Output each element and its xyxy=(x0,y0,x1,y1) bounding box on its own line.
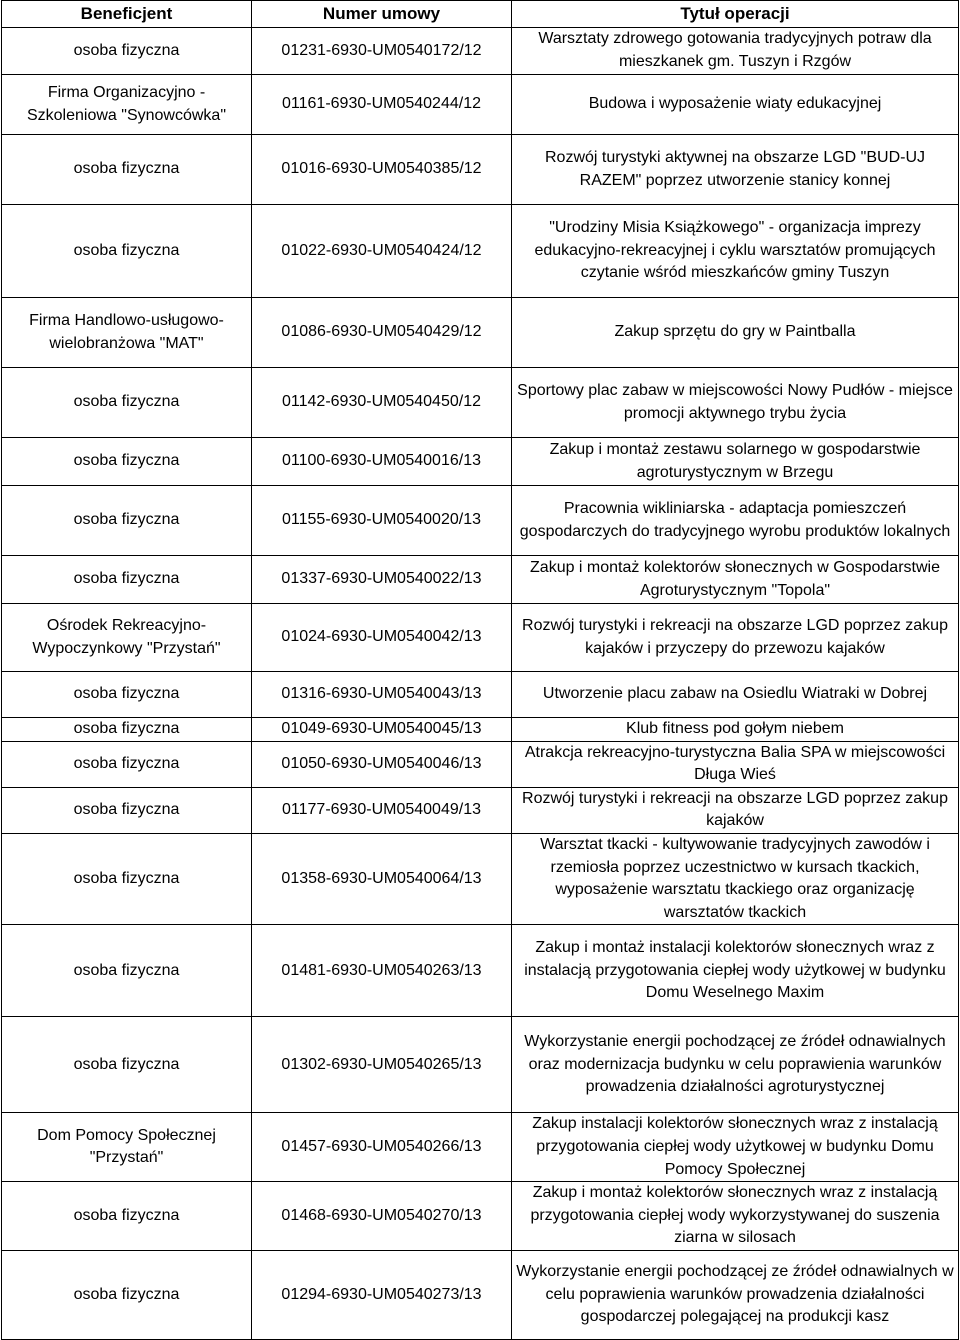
contract-number-cell: 01316-6930-UM0540043/13 xyxy=(252,672,512,718)
beneficiary-cell: osoba fizyczna xyxy=(2,28,252,75)
beneficiary-cell: osoba fizyczna xyxy=(2,787,252,833)
operation-title-cell: Zakup instalacji kolektorów słonecznych wraz z instalacją przygotowania ciepłej wody użytkowej w budynku Domu Pomocy Społecznej xyxy=(512,1113,959,1182)
beneficiary-cell: osoba fizyczna xyxy=(2,925,252,1017)
contract-number-cell: 01155-6930-UM0540020/13 xyxy=(252,486,512,556)
table-row xyxy=(2,368,959,438)
contract-number-cell: 01457-6930-UM0540266/13 xyxy=(252,1113,512,1182)
beneficiary-cell: Ośrodek Rekreacyjno-Wypoczynkowy "Przystań" xyxy=(2,604,252,672)
beneficiary-cell: osoba fizyczna xyxy=(2,438,252,486)
table-row xyxy=(2,672,959,718)
contract-number-cell: 01294-6930-UM0540273/13 xyxy=(252,1250,512,1339)
operation-title-cell: Rozwój turystyki aktywnej na obszarze LGD "BUD-UJ RAZEM" poprzez utworzenie stanicy konnej xyxy=(512,135,959,205)
operation-title-cell: Budowa i wyposażenie wiaty edukacyjnej xyxy=(512,75,959,135)
operation-title-cell: Zakup i montaż zestawu solarnego w gospodarstwie agroturystycznym w Brzegu xyxy=(512,438,959,486)
operation-title-cell: Zakup i montaż instalacji kolektorów słonecznych wraz z instalacją przygotowania ciepłej wody użytkowej w budynku Domu Weselnego Maxim xyxy=(512,925,959,1017)
beneficiary-cell: osoba fizyczna xyxy=(2,556,252,604)
table-row xyxy=(2,486,959,556)
table-row xyxy=(2,741,959,787)
contract-number-cell: 01142-6930-UM0540450/12 xyxy=(252,368,512,438)
contract-number-cell: 01050-6930-UM0540046/13 xyxy=(252,741,512,787)
beneficiary-cell: Dom Pomocy Społecznej "Przystań" xyxy=(2,1113,252,1182)
table-row xyxy=(2,556,959,604)
table-row xyxy=(2,205,959,298)
contract-number-cell: 01086-6930-UM0540429/12 xyxy=(252,298,512,368)
table-row xyxy=(2,925,959,1017)
contract-number-cell: 01468-6930-UM0540270/13 xyxy=(252,1182,512,1251)
operation-title-cell: Wykorzystanie energii pochodzącej ze źródeł odnawialnych w celu poprawienia warunków prowadzenia działalności gospodarczej polegającej na produkcji kasz xyxy=(512,1250,959,1339)
operation-title-cell: Klub fitness pod gołym niebem xyxy=(512,718,959,742)
contract-number-cell: 01049-6930-UM0540045/13 xyxy=(252,718,512,742)
contract-number-cell: 01358-6930-UM0540064/13 xyxy=(252,833,512,924)
operation-title-cell: Rozwój turystyki i rekreacji na obszarze LGD poprzez zakup kajaków i przyczepy do przewozu kajaków xyxy=(512,604,959,672)
contract-number-cell: 01302-6930-UM0540265/13 xyxy=(252,1017,512,1113)
beneficiary-cell: osoba fizyczna xyxy=(2,1182,252,1251)
table-row xyxy=(2,135,959,205)
contract-number-cell: 01337-6930-UM0540022/13 xyxy=(252,556,512,604)
contract-number-cell: 01177-6930-UM0540049/13 xyxy=(252,787,512,833)
table-row xyxy=(2,718,959,742)
header-beneficiary: Beneficjent xyxy=(2,1,252,28)
operation-title-cell: Rozwój turystyki i rekreacji na obszarze LGD poprzez zakup kajaków xyxy=(512,787,959,833)
beneficiary-cell: osoba fizyczna xyxy=(2,368,252,438)
contract-number-cell: 01024-6930-UM0540042/13 xyxy=(252,604,512,672)
table-row xyxy=(2,298,959,368)
operation-title-cell: Sportowy plac zabaw w miejscowości Nowy Pudłów - miejsce promocji aktywnego trybu życia xyxy=(512,368,959,438)
contract-number-cell: 01481-6930-UM0540263/13 xyxy=(252,925,512,1017)
table-row xyxy=(2,833,959,924)
beneficiary-cell: osoba fizyczna xyxy=(2,741,252,787)
table-row xyxy=(2,438,959,486)
operation-title-cell: Zakup i montaż kolektorów słonecznych wraz z instalacją przygotowania ciepłej wody wykorzystywanej do suszenia ziarna w silosach xyxy=(512,1182,959,1251)
beneficiary-cell: osoba fizyczna xyxy=(2,833,252,924)
table-row xyxy=(2,75,959,135)
operation-title-cell: Atrakcja rekreacyjno-turystyczna Balia SPA w miejscowości Długa Wieś xyxy=(512,741,959,787)
table-row xyxy=(2,1017,959,1113)
operation-title-cell: Zakup i montaż kolektorów słonecznych w Gospodarstwie Agroturystycznym "Topola" xyxy=(512,556,959,604)
operation-title-cell: Utworzenie placu zabaw na Osiedlu Wiatraki w Dobrej xyxy=(512,672,959,718)
beneficiary-cell: osoba fizyczna xyxy=(2,1017,252,1113)
beneficiary-cell: osoba fizyczna xyxy=(2,135,252,205)
operation-title-cell: Wykorzystanie energii pochodzącej ze źródeł odnawialnych oraz modernizacja budynku w celu poprawienia warunków prowadzenia działalności agroturystycznej xyxy=(512,1017,959,1113)
header-operation-title: Tytuł operacji xyxy=(512,1,959,28)
table-body xyxy=(2,28,959,1340)
contract-number-cell: 01100-6930-UM0540016/13 xyxy=(252,438,512,486)
table-row xyxy=(2,604,959,672)
header-contract-number: Numer umowy xyxy=(252,1,512,28)
table-row xyxy=(2,28,959,75)
operation-title-cell: Pracownia wikliniarska - adaptacja pomieszczeń gospodarczych do tradycyjnego wyrobu produktów lokalnych xyxy=(512,486,959,556)
beneficiary-cell: osoba fizyczna xyxy=(2,672,252,718)
table-row xyxy=(2,1113,959,1182)
operation-title-cell: Warsztat tkacki - kultywowanie tradycyjnych zawodów i rzemiosła poprzez uczestnictwo w kursach tkackich, wyposażenie warsztatu tkackiego oraz organizację warsztatów tkackich xyxy=(512,833,959,924)
table-row xyxy=(2,1182,959,1251)
beneficiary-cell: Firma Organizacyjno - Szkoleniowa "Synowcówka" xyxy=(2,75,252,135)
beneficiary-cell: osoba fizyczna xyxy=(2,205,252,298)
operation-title-cell: "Urodziny Misia Książkowego" - organizacja imprezy edukacyjno-rekreacyjnej i cyklu warsztatów promujących czytanie wśród mieszkańców gminy Tuszyn xyxy=(512,205,959,298)
contract-number-cell: 01016-6930-UM0540385/12 xyxy=(252,135,512,205)
header-row xyxy=(2,1,959,28)
operation-title-cell: Warsztaty zdrowego gotowania tradycyjnych potraw dla mieszkanek gm. Tuszyn i Rzgów xyxy=(512,28,959,75)
table-row xyxy=(2,1250,959,1339)
beneficiary-cell: osoba fizyczna xyxy=(2,718,252,742)
contract-number-cell: 01022-6930-UM0540424/12 xyxy=(252,205,512,298)
beneficiary-cell: osoba fizyczna xyxy=(2,486,252,556)
operations-table xyxy=(1,0,959,1340)
contract-number-cell: 01231-6930-UM0540172/12 xyxy=(252,28,512,75)
contract-number-cell: 01161-6930-UM0540244/12 xyxy=(252,75,512,135)
beneficiary-cell: osoba fizyczna xyxy=(2,1250,252,1339)
operation-title-cell: Zakup sprzętu do gry w Paintballa xyxy=(512,298,959,368)
beneficiary-cell: Firma Handlowo-usługowo-wielobranżowa "MAT" xyxy=(2,298,252,368)
table-row xyxy=(2,787,959,833)
